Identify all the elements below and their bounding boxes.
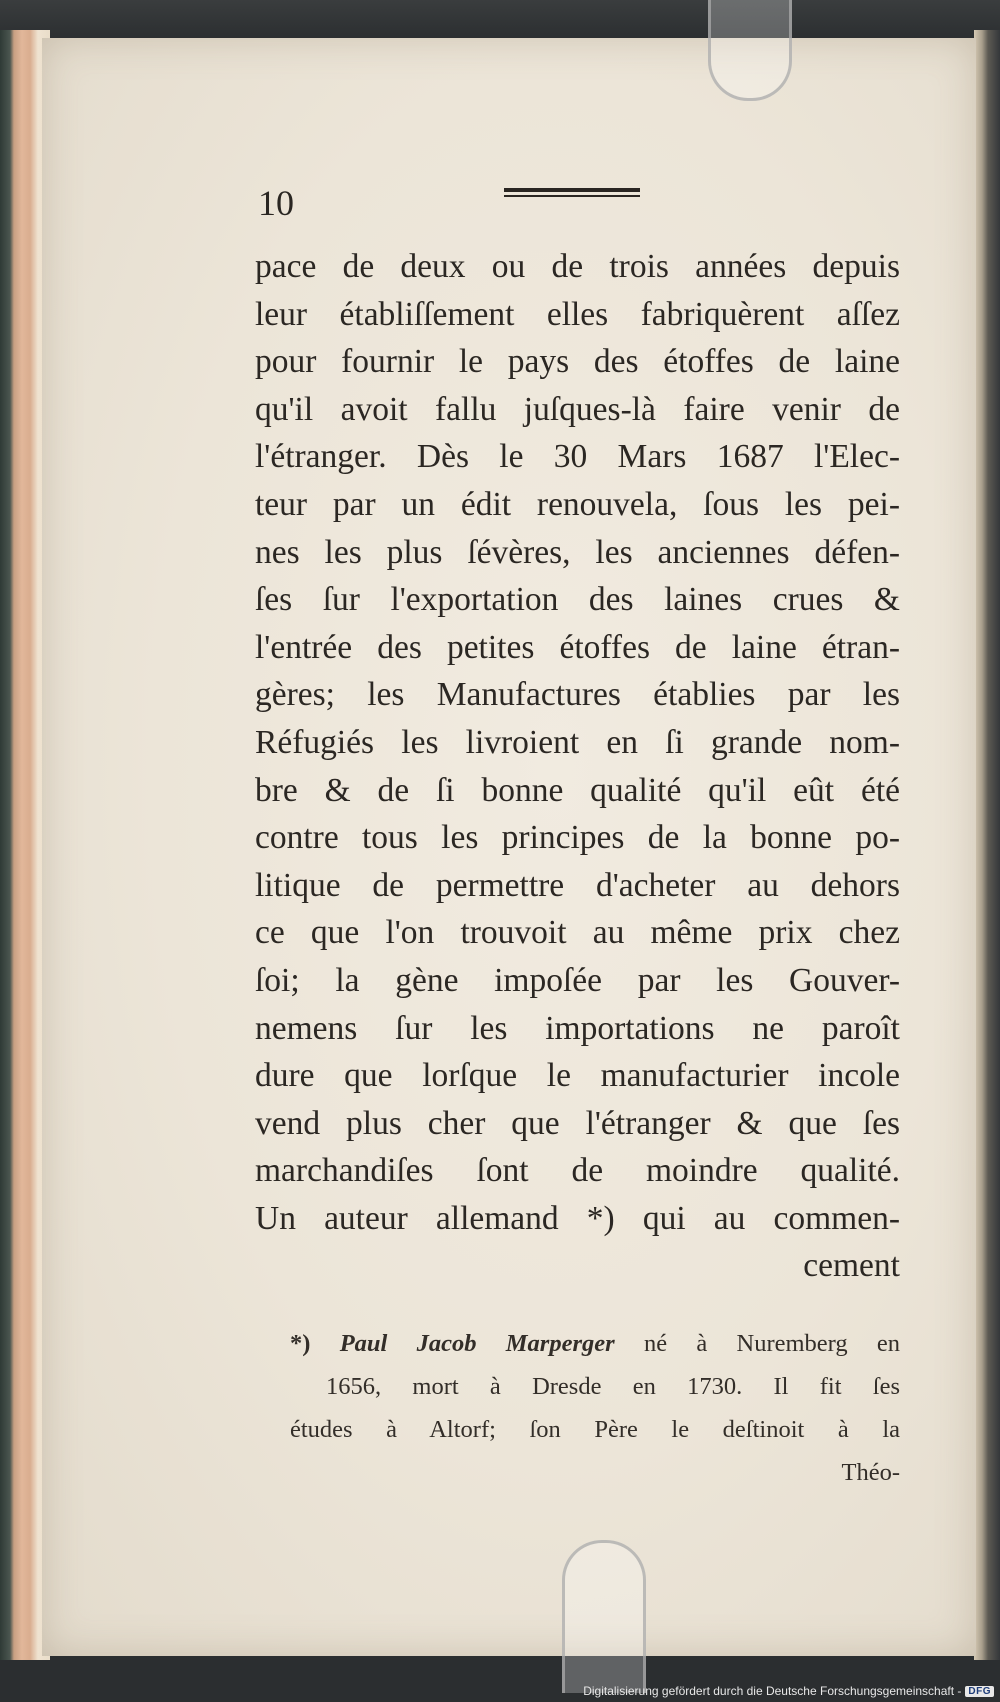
- catchword: cement: [803, 1247, 900, 1285]
- text-line: Réfugiés les livroient en ſi grande nom-: [255, 723, 900, 761]
- footnote-line: études à Altorf; ſon Père le deſtinoit à la: [290, 1416, 900, 1443]
- text-line: l'étranger. Dès le 30 Mars 1687 l'Elec-: [255, 438, 900, 476]
- text-line: ſoi; la gène impoſée par les Gouver-: [255, 961, 900, 999]
- footnote-line: [290, 1322, 900, 1365]
- text-line: qu'il avoit fallu juſques-là faire venir de: [255, 390, 900, 428]
- text-line: vend plus cher que l'étranger & que ſes: [255, 1104, 900, 1142]
- dfg-logo: DFG: [965, 1686, 994, 1697]
- text-line: bre & de ſi bonne qualité qu'il eût été: [255, 771, 900, 809]
- text-line: gères; les Manufactures établies par les: [255, 676, 900, 714]
- text-line: contre tous les principes de la bonne po-: [255, 819, 900, 857]
- footnote-line: 1656, mort à Dresde en 1730. Il fit ſes: [326, 1373, 900, 1400]
- text-line: marchandiſes ſont de moindre qualité.: [255, 1152, 900, 1190]
- footnote-text: né à Nuremberg en: [643, 1330, 901, 1357]
- credit-text: Digitalisierung gefördert durch die Deutsche Forschungsgemeinschaft -: [583, 1684, 962, 1698]
- text-line: pace de deux ou de trois années depuis: [255, 248, 900, 285]
- text-line: Un auteur allemand *) qui au commen-: [255, 1199, 900, 1237]
- header-rule: [504, 188, 640, 197]
- footnote-author-name: Paul Jacob Marperger: [339, 1330, 615, 1357]
- digitization-credit: [583, 1684, 994, 1698]
- book-edge-right: [974, 30, 1000, 1660]
- footnote-catchword: Théo-: [841, 1459, 900, 1486]
- text-line: ce que l'on trouvoit au même prix chez: [255, 914, 900, 952]
- text-line: litique de permettre d'acheter au dehors: [255, 866, 900, 904]
- text-line: nes les plus ſévères, les anciennes défen-: [255, 533, 900, 571]
- page-clip-top: [708, 0, 792, 101]
- text-line: dure que lorſque le manufacturier incole: [255, 1057, 900, 1095]
- page-number: 10: [258, 183, 294, 223]
- text-line: pour fournir le pays des étoffes de laine: [255, 343, 900, 381]
- text-line: ſes ſur l'exportation des laines crues &: [255, 581, 900, 619]
- text-line: teur par un édit renouvela, ſous les pei-: [255, 485, 900, 523]
- text-line: leur établiſſement elles fabriquèrent aſſez: [255, 295, 900, 333]
- footnote-marker: *): [290, 1330, 311, 1357]
- footnote: [290, 1322, 900, 1494]
- body-text: [255, 243, 900, 1290]
- page-clip-bottom: [562, 1540, 646, 1693]
- text-line: nemens ſur les importations ne paroît: [255, 1009, 900, 1047]
- text-line: l'entrée des petites étoffes de laine étran-: [255, 628, 900, 666]
